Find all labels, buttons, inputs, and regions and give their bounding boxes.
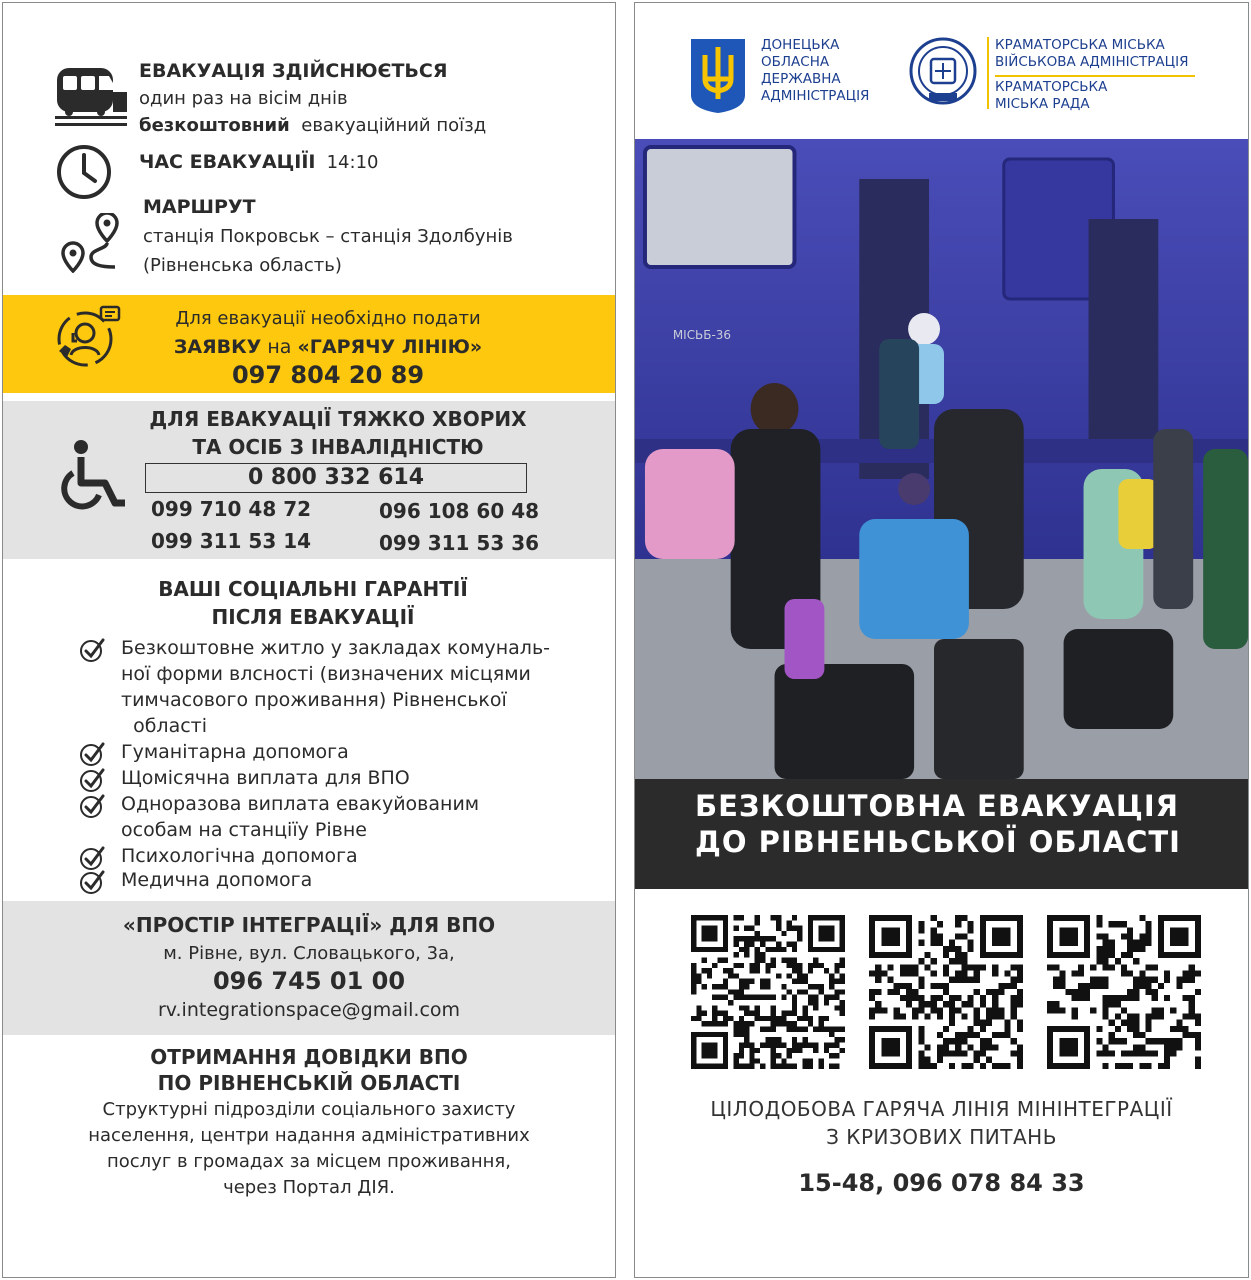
check-circle-icon: [79, 869, 105, 895]
free-label: безкоштовний: [139, 115, 290, 136]
guarantee-text: [121, 843, 581, 869]
certificate-body-line: Структурні підрозділи соціального захисту: [102, 1099, 516, 1120]
right-panel: [634, 2, 1249, 1278]
guarantee-line: Гуманітарна допомога: [121, 741, 349, 763]
guarantees-heading: [103, 575, 523, 631]
evacuation-text: [139, 58, 486, 139]
title-banner: [635, 779, 1248, 889]
guarantees-heading-line2: ПІСЛЯ ЕВАКУАЦІЇ: [211, 605, 415, 629]
banner-line2: ДО РІВНЕНЬСЬКОЇ ОБЛАСТІ: [695, 825, 1181, 859]
route-title: МАРШРУТ: [143, 196, 256, 218]
guarantee-text: [121, 765, 581, 791]
ministry-hotline-line1: ЦІЛОДОБОВА ГАРЯЧА ЛІНІЯ МІНІНТЕГРАЦІЇ: [710, 1097, 1173, 1121]
kramatorsk-emblem-icon: [909, 33, 977, 109]
logo-line: АДМІНІСТРАЦІЯ: [761, 88, 870, 104]
kramatorsk-city-council-text: [995, 79, 1107, 113]
integration-space-email[interactable]: rv.integrationspace@gmail.com: [157, 999, 461, 1021]
certificate-heading-line1: ОТРИМАННЯ ДОВІДКИ ВПО: [150, 1045, 468, 1069]
check-circle-icon: [79, 845, 105, 871]
guarantee-text: [121, 791, 581, 843]
check-circle-icon: [79, 741, 105, 767]
check-circle-icon: [79, 793, 105, 819]
kramatorsk-military-admin-text: [995, 37, 1188, 71]
hotline-instruction: Для евакуації необхідно подати: [175, 308, 481, 329]
logo-line: КРАМАТОРСЬКА: [995, 79, 1108, 95]
evacuation-train-photo: [635, 139, 1248, 779]
logo-line: ВІЙСЬКОВА АДМІНІСТРАЦІЯ: [995, 54, 1189, 70]
ukraine-trident-icon: [689, 37, 747, 115]
donetsk-admin-logo-text: [761, 37, 869, 105]
certificate-body-line: послуг в громадах за місцем проживання,: [107, 1151, 511, 1172]
guarantee-line: Безкоштовне житло у закладах комуналь-: [121, 637, 550, 659]
disabled-phone-4[interactable]: 099 311 53 36: [379, 531, 540, 555]
evacuation-free-line: [139, 112, 486, 139]
integration-space-title: «ПРОСТІР ІНТЕГРАЦІЇ» ДЛЯ ВПО: [122, 913, 496, 937]
disabled-heading: [123, 405, 553, 461]
logo-header: [635, 3, 1248, 139]
integration-space-phone[interactable]: 096 745 01 00: [212, 967, 406, 995]
logo-line: КРАМАТОРСЬКА МІСЬКА: [995, 37, 1165, 53]
route-text: [143, 193, 513, 280]
qr-code[interactable]: [691, 915, 845, 1069]
guarantee-line: тимчасового проживання) Рівненської: [121, 689, 507, 711]
train-number: МІСЬБ-36: [672, 327, 731, 343]
request-on: на: [267, 336, 292, 358]
guarantee-line: області: [121, 715, 208, 737]
request-label: ЗАЯВКУ: [173, 336, 262, 358]
ministry-hotline-phones[interactable]: 15-48, 096 078 84 33: [798, 1169, 1085, 1197]
guarantee-line: Одноразова виплата евакуйованим: [121, 793, 480, 815]
integration-space-address: м. Рівне, вул. Словацького, 3а,: [163, 943, 455, 964]
time-label: ЧАС ЕВАКУАЦІЇІ: [139, 151, 316, 173]
certificate-body-line: через Портал ДІЯ.: [223, 1177, 395, 1198]
qr-code[interactable]: [1047, 915, 1201, 1069]
guarantee-line: Медична допомога: [121, 869, 313, 891]
check-circle-icon: [79, 637, 105, 663]
disabled-main-phone[interactable]: 0 800 332 614: [145, 463, 527, 493]
certificate-body-line: населення, центри надання адміністративних: [88, 1125, 530, 1146]
logo-line: ДОНЕЦЬКА: [761, 37, 840, 53]
hotline-phone[interactable]: 097 804 20 89: [231, 361, 425, 389]
route-stations: станція Покровськ – станція Здолбунів: [143, 226, 513, 247]
hotline-name: «ГАРЯЧУ ЛІНІЮ»: [297, 336, 483, 358]
logo-divider: [987, 37, 989, 109]
train-icon: [53, 66, 129, 128]
qr-code[interactable]: [869, 915, 1023, 1069]
disabled-phone-3[interactable]: 099 311 53 14: [151, 529, 312, 553]
disabled-heading-line1: ДЛЯ ЕВАКУАЦІЇ ТЯЖКО ХВОРИХ: [149, 407, 527, 431]
route-region: (Рівненська область): [143, 255, 342, 276]
time-text: [139, 151, 378, 173]
guarantee-line: Щомісячна виплата для ВПО: [121, 767, 410, 789]
logo-line: ДЕРЖАВНА: [761, 71, 841, 87]
disabled-heading-line2: ТА ОСІБ З ІНВАЛІДНІСТЮ: [192, 435, 484, 459]
train-label: евакуаційний поїзд: [301, 115, 487, 136]
hotline-band: [3, 295, 615, 393]
evacuation-title: ЕВАКУАЦІЯ ЗДІЙСНЮЄТЬСЯ: [139, 60, 448, 82]
guarantee-text: [121, 739, 581, 765]
guarantee-line: особам на станціїу Рівне: [121, 819, 367, 841]
time-value: 14:10: [326, 152, 379, 173]
hotline-text: [103, 305, 553, 389]
logo-line: ОБЛАСНА: [761, 54, 830, 70]
banner-line1: БЕЗКОШТОВНА ЕВАКУАЦІЯ: [695, 789, 1179, 823]
guarantee-line: Психологічна допомога: [121, 845, 358, 867]
guarantee-text: [121, 867, 581, 893]
logo-line: МІСЬКА РАДА: [995, 96, 1090, 112]
guarantee-text: [121, 635, 581, 739]
logo-underline: [995, 75, 1195, 77]
guarantee-line: ної форми влсності (визначених місцями: [121, 663, 531, 685]
ministry-hotline-line2: З КРИЗОВИХ ПИТАНЬ: [826, 1125, 1057, 1149]
integration-space-band: [3, 901, 615, 1035]
disabled-phone-2[interactable]: 096 108 60 48: [379, 499, 540, 523]
hotline-request: [103, 333, 553, 361]
disabled-phone-1[interactable]: 099 710 48 72: [151, 497, 312, 521]
certificate-heading-line2: ПО РІВНЕНСЬКІЙ ОБЛАСТІ: [157, 1071, 461, 1095]
guarantees-heading-line1: ВАШІ СОЦІАЛЬНІ ГАРАНТІЇ: [158, 577, 468, 601]
check-circle-icon: [79, 767, 105, 793]
left-panel: [2, 2, 616, 1278]
evacuation-frequency: один раз на вісім днів: [139, 88, 348, 109]
disabled-evacuation-band: [3, 401, 615, 559]
route-icon: [59, 213, 125, 273]
clock-icon: [55, 143, 113, 201]
